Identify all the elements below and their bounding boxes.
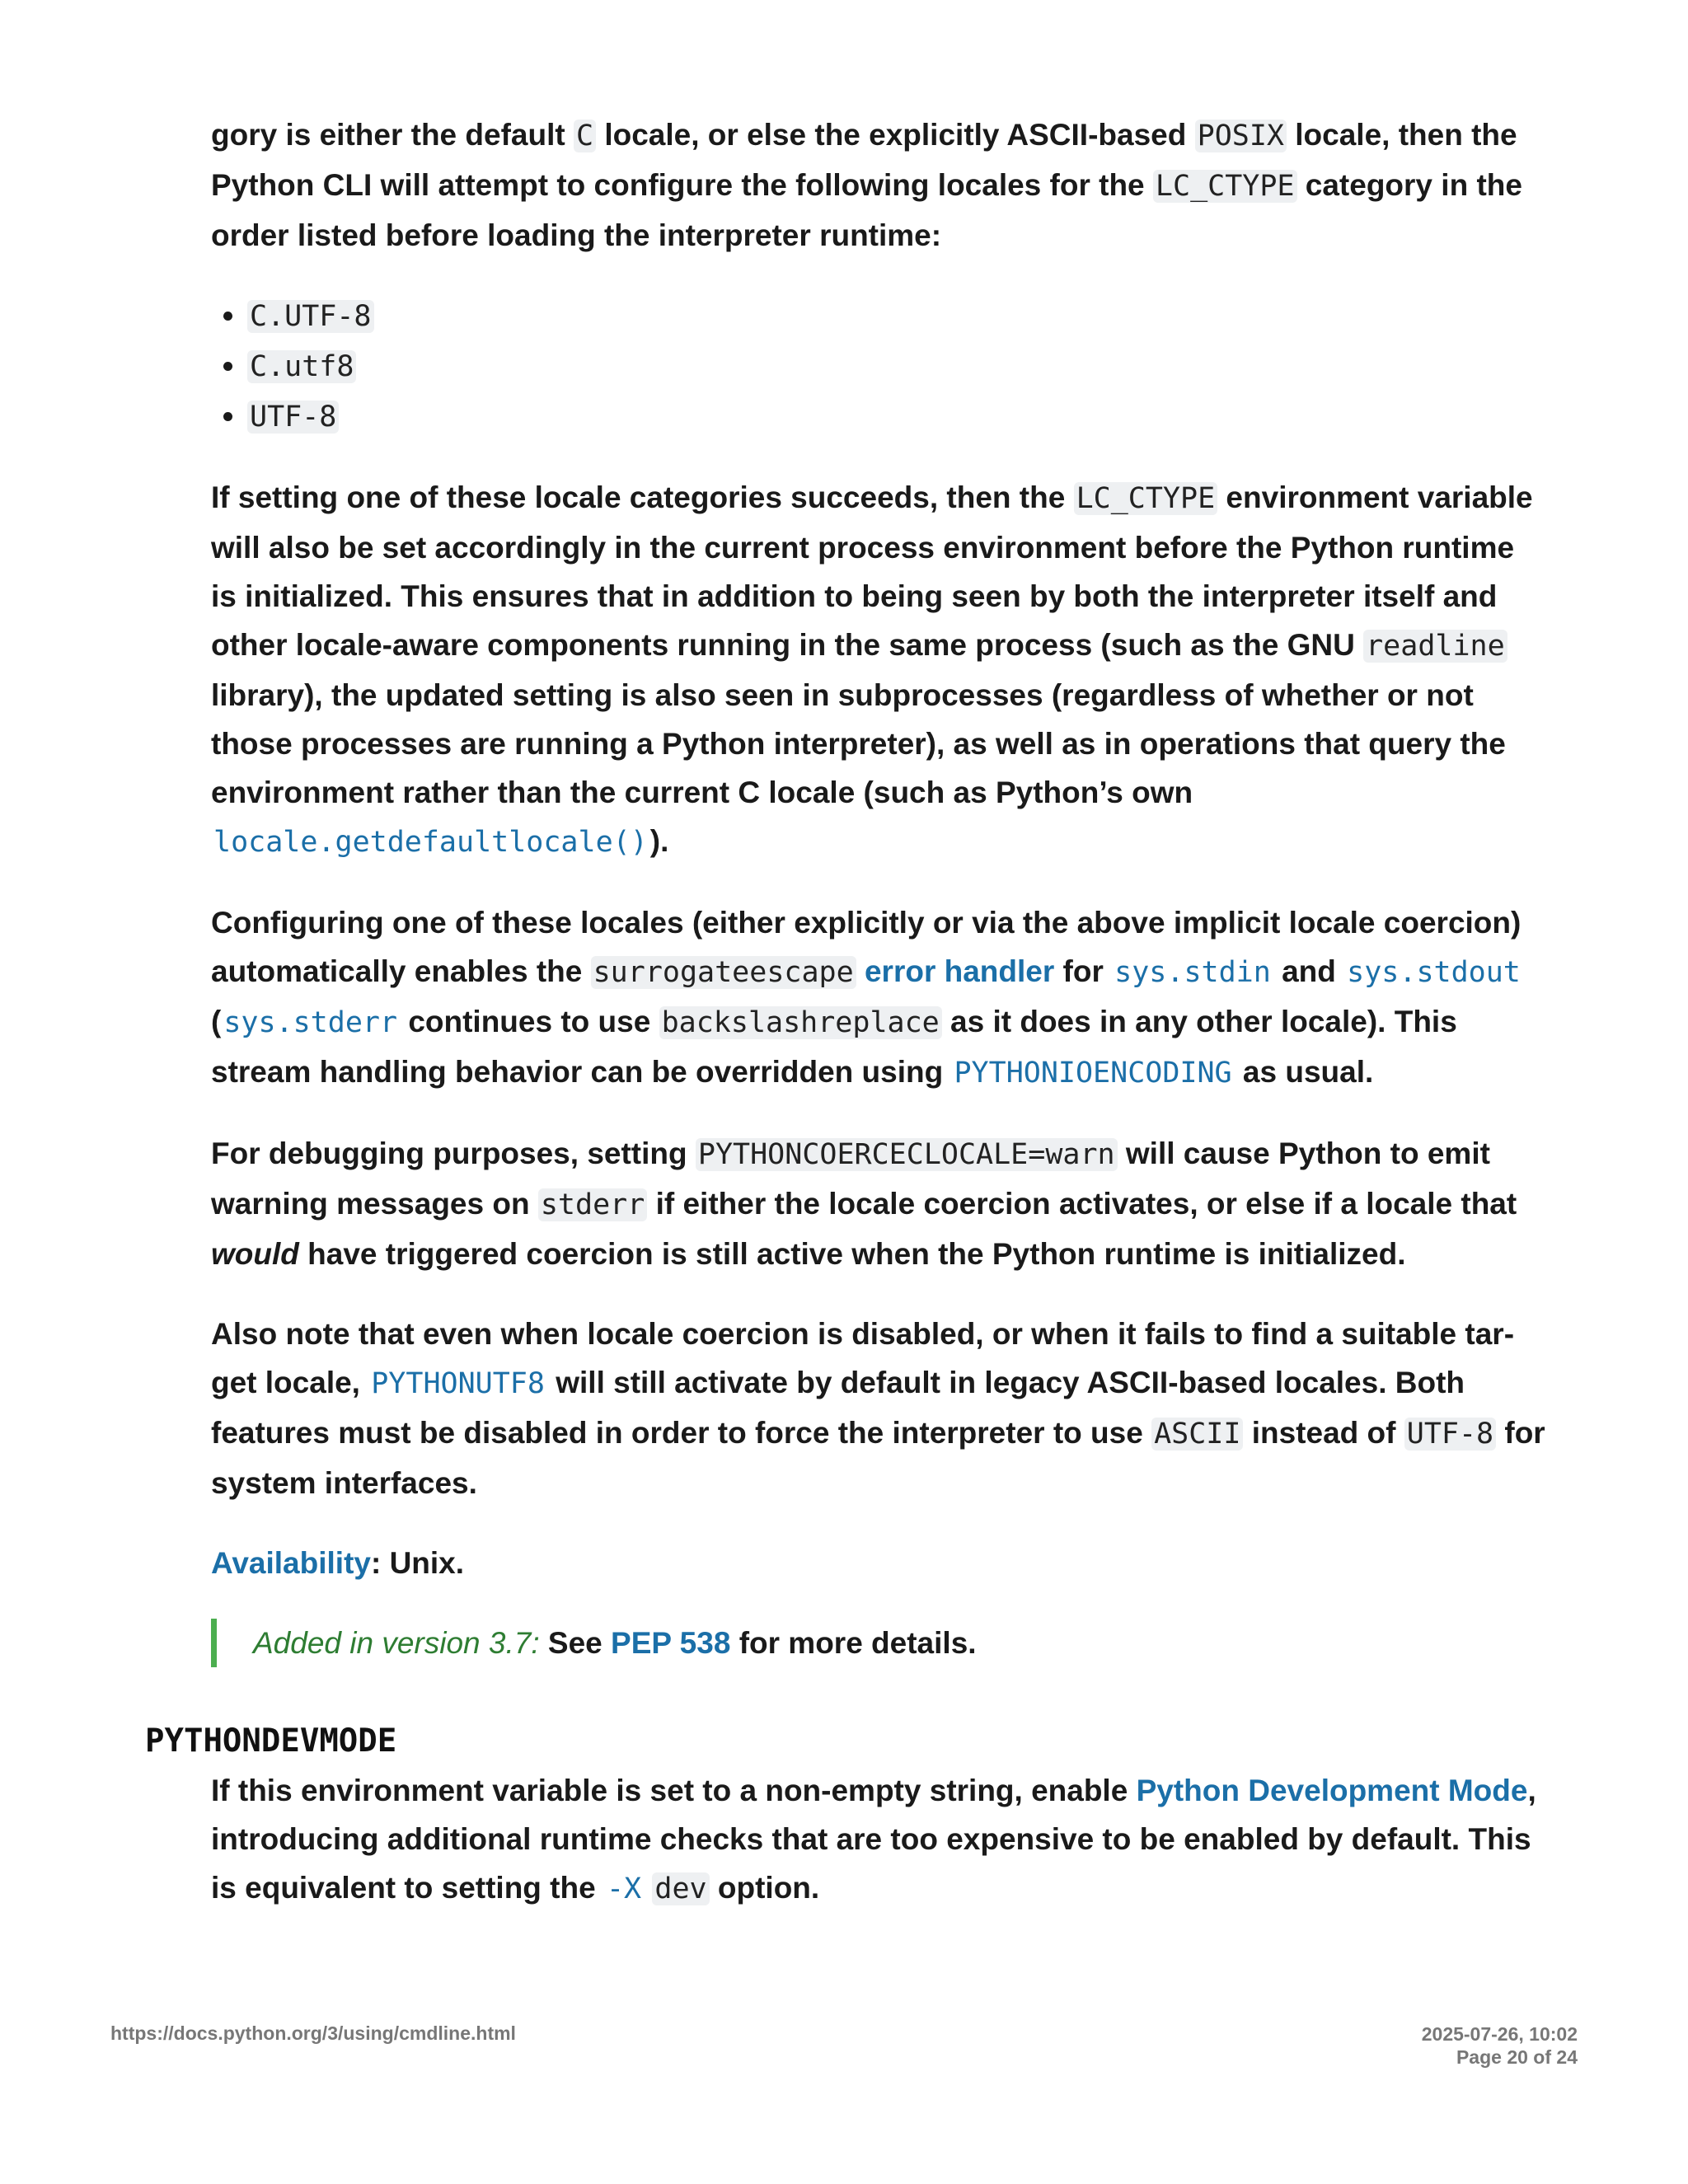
text: , introducing additional runtime checks that are too expensive to be enabled by default. This is equivalent to setting the [211,1774,1536,1905]
version-added-note [211,1619,1546,1667]
devmode-description [211,1766,1546,1914]
main-content [211,110,1546,1700]
list-item [247,391,1546,442]
inline-code: ASCII [1151,1418,1243,1451]
list-item [247,291,1546,341]
locale-list [211,291,1546,442]
link-code: sys.stdout [1347,956,1521,989]
paragraph-locale-coercion-intro [211,110,1546,260]
inline-code: C.UTF-8 [247,300,374,333]
link-error-handler[interactable]: error handler [864,954,1055,988]
text: environment variable will also be set accordingly in the current process environment before the Python runtime is initialized. This ensures that in addition to being seen by both the interpreter itself and other locale-aware components running in the same process (such as the GNU [211,480,1533,662]
footer-page-number: Page 20 of 24 [1456,2046,1578,2068]
text: ( [211,1005,222,1038]
inline-code: surrogateescape [591,956,856,989]
list-item [247,341,1546,391]
inline-code: POSIX [1195,120,1287,152]
inline-code: dev [652,1872,709,1905]
inline-code: PYTHONCOERCECLOCALE=warn [696,1138,1118,1171]
link-code: sys.stdin [1114,956,1271,989]
version-added-label: Added in version 3.7: [253,1626,540,1660]
link-x-option[interactable] [604,1871,644,1905]
text: ). [649,824,669,858]
text: For debugging purposes, setting [211,1137,696,1170]
text: If this environment variable is set to a non-empty string, enable [211,1774,1137,1807]
text: as usual. [1234,1055,1374,1089]
link-pythonioencoding[interactable] [951,1055,1234,1089]
link-code: locale.getdefaultlocale() [213,826,648,859]
paragraph-error-handler [211,898,1546,1098]
paragraph-also-note [211,1310,1546,1507]
text: Also note that even when locale coercion is disabled, or when it fails to find a suitable target locale, [211,1317,1515,1399]
text: for more details. [730,1626,977,1660]
paragraph-lc-ctype [211,473,1546,867]
availability-line [211,1539,1546,1587]
inline-code: C [574,120,596,152]
text: instead of [1243,1416,1404,1450]
text: : Unix. [370,1546,465,1580]
inline-code: C.utf8 [247,350,356,383]
text: category in the order listed before loading the interpreter runtime: [211,168,1522,252]
link-pep-538[interactable]: PEP 538 [611,1626,731,1660]
text: option. [709,1871,820,1905]
text: locale, or else the explicitly ASCII-based [596,118,1195,152]
envvar-heading-pythondevmode: PYTHONDEVMODE [145,1722,397,1760]
text: If setting one of these locale categories succeeds, then the [211,480,1074,514]
emphasis: would [211,1237,299,1271]
footer-url: https://docs.python.org/3/using/cmdline.html [110,2022,516,2044]
inline-code: readline [1363,630,1507,663]
link-code: sys.stderr [223,1006,398,1039]
inline-code: LC_CTYPE [1074,482,1218,515]
inline-code: UTF-8 [247,401,339,434]
text: gory is either the default [211,118,574,152]
link-locale-getdefaultlocale[interactable] [211,824,650,858]
text: will still activate by default in legacy ASCII-based locales. Both features must be disabled in order to force the interpreter to use [211,1366,1465,1450]
text: for [1054,954,1113,988]
paragraph-debugging [211,1129,1546,1278]
text: if either the locale coercion activates, or else if a locale that [647,1187,1517,1221]
paragraph-devmode [211,1766,1546,1914]
link-availability[interactable]: Availability [211,1546,371,1580]
text: for system interfaces. [211,1416,1545,1500]
text: will cause Python to emit warning messages on [211,1137,1490,1221]
text: Configuring one of these locales (either explicitly or via the above implicit locale coercion) automatically enables the [211,906,1522,988]
footer-meta [1422,2022,1578,2069]
text: continues to use [400,1005,659,1038]
footer-datetime: 2025-07-26, 10:02 [1421,2023,1578,2045]
text: library), the updated setting is also seen in subprocesses (regardless of whether or not those processes are running a Python interpreter), as well as in operations that query the environment rather than the current C locale (such as Python’s own [211,678,1506,809]
link-code: PYTHONUTF8 [371,1367,545,1400]
inline-code: stderr [538,1188,647,1221]
text: have triggered coercion is still active when the Python runtime is initialized. [298,1237,1406,1271]
link-code: -X [606,1872,642,1905]
inline-code: LC_CTYPE [1153,170,1297,203]
text: locale, then the Python CLI will attempt to configure the following locales for the [211,118,1517,202]
link-sys-stdin[interactable] [1112,954,1273,988]
link-sys-stdout[interactable] [1344,954,1523,988]
link-python-development-mode[interactable]: Python Development Mode [1136,1774,1528,1807]
link-code: PYTHONIOENCODING [954,1057,1232,1090]
text: as it does in any other locale). This stream handling behavior can be overridden using [211,1005,1457,1089]
inline-code: backslashreplace [659,1006,942,1039]
link-pythonutf8[interactable] [368,1366,547,1399]
text: See [539,1626,612,1660]
text: and [1273,954,1345,988]
link-sys-stderr[interactable] [221,1005,400,1038]
inline-code: UTF-8 [1404,1418,1496,1451]
